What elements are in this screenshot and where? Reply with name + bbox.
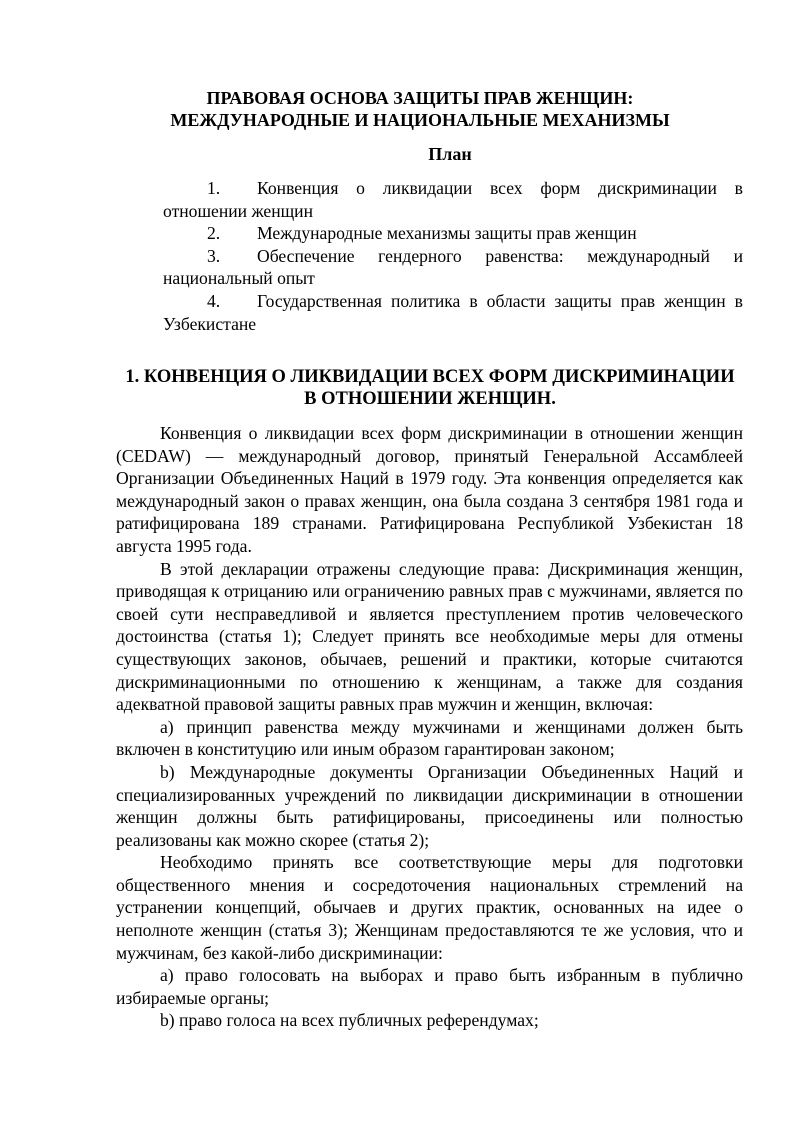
section-body [116, 422, 743, 1032]
body-paragraph: а) право голосовать на выборах и право быть избранным в публично избираемые органы; [116, 965, 743, 1008]
plan-item [163, 222, 743, 245]
section-heading [110, 366, 750, 410]
plan-item-text: Международные механизмы защиты прав женщин [257, 223, 637, 244]
plan-item [163, 245, 743, 290]
plan-item-text: Обеспечение гендерного равенства: международный и национальный опыт [163, 245, 743, 289]
plan-list [163, 177, 743, 335]
plan-item [163, 290, 743, 335]
plan-item-number: 1. [207, 178, 221, 198]
plan-item-text: Государственная политика в области защиты прав женщин в Узбекистане [163, 290, 743, 334]
section-heading-line-2: В ОТНОШЕНИИ ЖЕНЩИН. [304, 389, 556, 409]
body-paragraph: b) право голоса на всех публичных референдумах; [160, 1010, 539, 1031]
plan-item-number: 2. [207, 223, 221, 244]
plan-heading: План [428, 144, 472, 164]
body-paragraph: В этой декларации отражены следующие права: Дискриминация женщин, приводящая к отрицанию или ограничению равных прав с мужчинами, является по своей сути несправедливой и является преступлением против человеческого достоинства (статья 1); Следует принять все необходимые меры для отмены существующих законов, обычаев, решений и практики, которые считаются дискриминационными по отношению к женщинам, а также для создания адекватной правовой защиты равных прав мужчин и женщин, включая: [116, 558, 743, 715]
section-heading-line-1: 1. КОНВЕНЦИЯ О ЛИКВИДАЦИИ ВСЕХ ФОРМ ДИСКРИМИНАЦИИ [125, 367, 735, 387]
document-title-line-2: МЕЖДУНАРОДНЫЕ И НАЦИОНАЛЬНЫЕ МЕХАНИЗМЫ [170, 110, 670, 130]
body-paragraph: Необходимо принять все соответствующие меры для подготовки общественного мнения и сосредоточения национальных стремлений на устранении концепций, обычаев и других практик, основанных на идее о неполноте женщин (статья 3); Женщинам предоставляются те же условия, что и мужчинам, без какой-либо дискриминации: [116, 852, 743, 963]
document-title [140, 87, 700, 131]
body-paragraph: а) принцип равенства между мужчинами и женщинами должен быть включен в конституцию или иным образом гарантирован законом; [116, 716, 743, 760]
plan-item-number: 3. [207, 245, 221, 266]
body-paragraph: b) Международные документы Организации Объединенных Наций и специализированных учреждений по ликвидации дискриминации в отношении женщин должны быть ратифицированы, присоединены или полностью реализованы как можно скорее (статья 2); [116, 761, 743, 850]
plan-item-text: Конвенция о ликвидации всех форм дискриминации в отношении женщин [163, 178, 743, 221]
plan-item [163, 177, 743, 222]
plan-item-number: 4. [207, 290, 221, 311]
document-title-line-1: ПРАВОВАЯ ОСНОВА ЗАЩИТЫ ПРАВ ЖЕНЩИН: [206, 88, 634, 108]
body-paragraph: Конвенция о ликвидации всех форм дискриминации в отношении женщин (CEDAW) — международный договор, принятый Генеральной Ассамблеей Организации Объединенных Наций в 1979 году. Эта конвенция определяется как международный закон о правах женщин, она была создана 3 сентября 1981 года и ратифицирована 189 странами. Ратифицирована Республикой Узбекистан 18 августа 1995 года. [116, 423, 743, 556]
